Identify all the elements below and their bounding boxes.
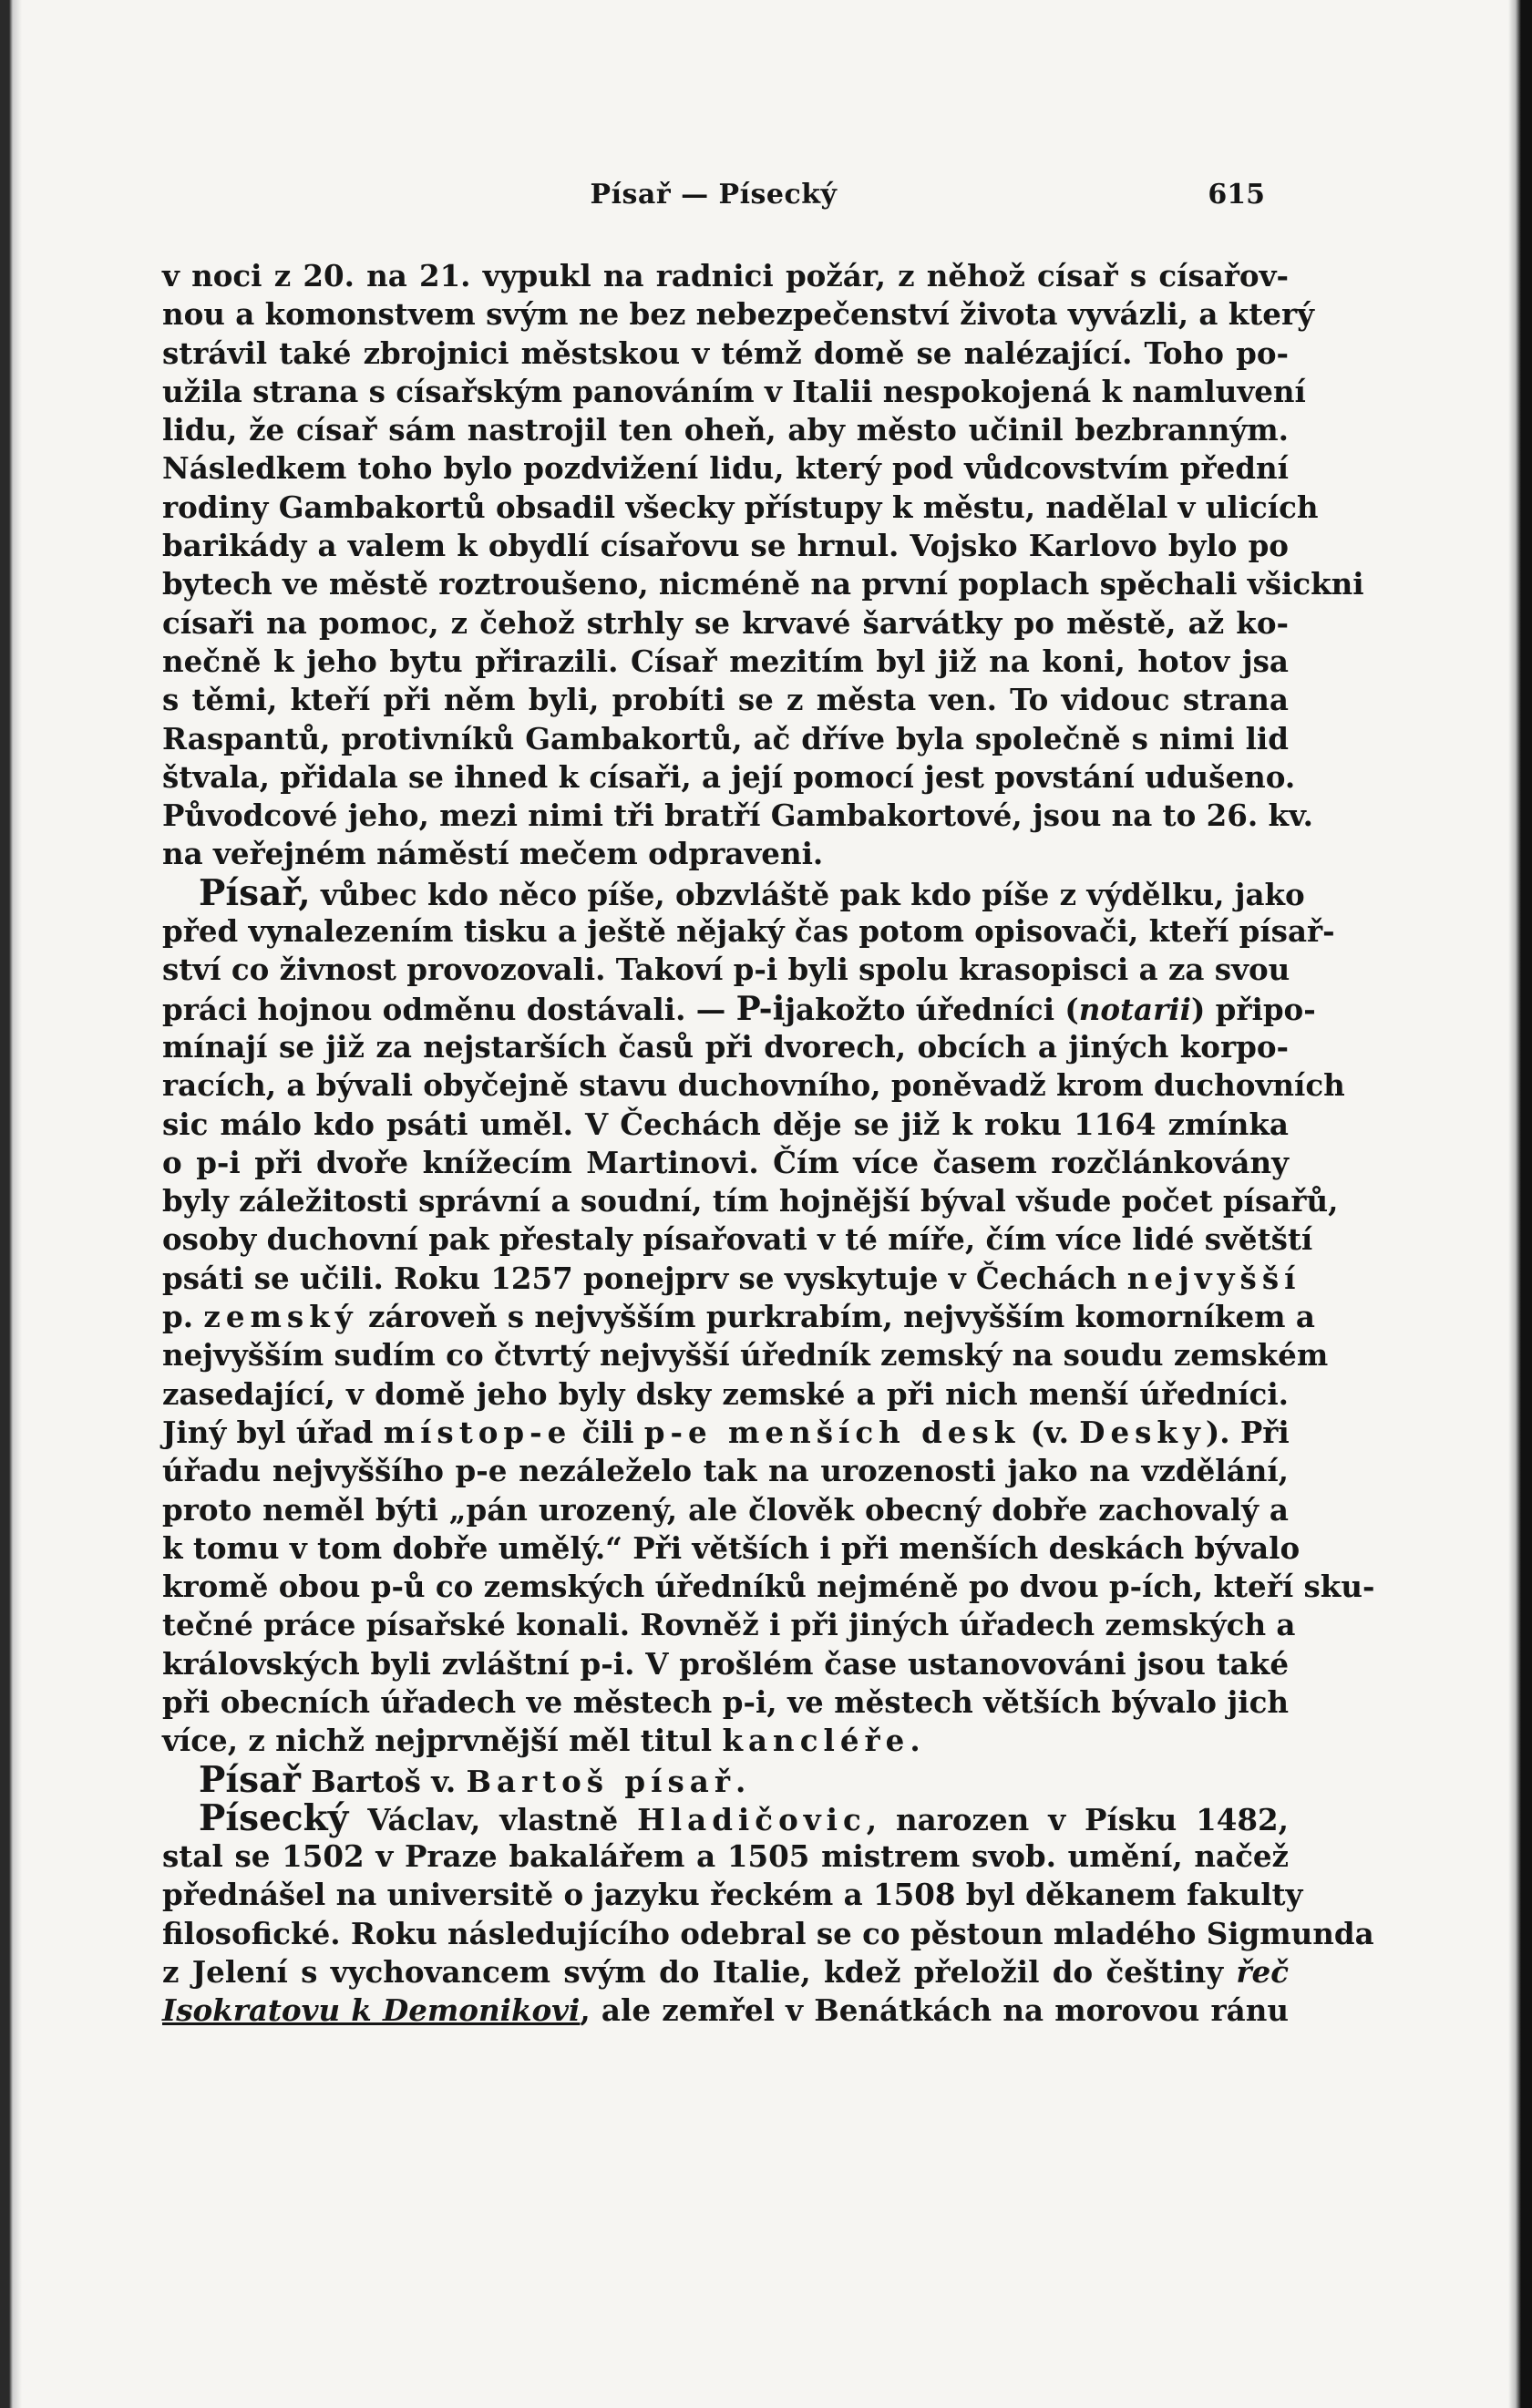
text-span: Jiný byl úřad [162, 1414, 374, 1450]
italic-term: notarii [1078, 991, 1191, 1027]
running-head: Písař — Písecký [590, 179, 838, 211]
text-line: královských byli zvláštní p-i. V prošlém čase ustanovováni jsou také [162, 1645, 1289, 1682]
entry-headword: Písař, [199, 871, 311, 914]
text-line: s těmi, kteří při něm byli, probíti se z města ven. To vidouc strana [162, 682, 1289, 718]
text-line: stal se 1502 v Praze bakalářem a 1505 mistrem svob. umění, načež [162, 1838, 1289, 1875]
entry-headword: Písecký [199, 1796, 349, 1839]
main-text [162, 257, 1375, 2031]
text-line: štvala, přidala se ihned k císaři, a její pomocí jest povstání udušeno. [162, 758, 1296, 795]
text-span: ). Při [1205, 1414, 1290, 1450]
text-line: barikády a valem k obydlí císařovu se hrnul. Vojsko Karlovo bylo po [162, 528, 1289, 564]
spaced-term: nejvyšší [1126, 1260, 1301, 1296]
text-line: byly záležitosti správní a soudní, tím hojnější býval všude počet písařů, [162, 1183, 1339, 1219]
text-span: Václav, vlastně [367, 1801, 619, 1837]
text-line [162, 1414, 1289, 1452]
text-line: k tomu v tom dobře umělý.“ Při větších i při menších deskách bývalo [162, 1529, 1301, 1566]
text-span: z Jelení s vychovancem svým do Italie, kdež přeložil do češtiny [162, 1954, 1224, 1991]
text-line: o p-i při dvoře knížecím Martinovi. Čím více časem rozčlánkovány [162, 1144, 1289, 1180]
page-header [162, 179, 1265, 215]
abbr-span: P-i [735, 989, 786, 1028]
text-span: Bartoš v. [311, 1763, 457, 1799]
text-line: Následkem toho bylo pozdvižení lidu, který pod vůdcovstvím přední [162, 450, 1289, 487]
text-line: racích, a bývali obyčejně stavu duchovního, poněvadž krom duchovních [162, 1067, 1345, 1104]
text-line: při obecních úřadech ve městech p-i, ve městech větších bývalo jich [162, 1683, 1289, 1720]
spaced-term: Desky [1079, 1414, 1206, 1450]
text-span: jakožto úředníci ( [785, 991, 1079, 1027]
text-span: ) připo- [1190, 991, 1316, 1027]
page-edge-left [0, 0, 22, 2408]
text-line: mínají se již za nejstarších časů při dvorech, obcích a jiných korpo- [162, 1028, 1289, 1065]
text-line: rodiny Gambakortů obsadil všecky přístupy k městu, nadělal v ulicích [162, 489, 1319, 525]
text-line: nou a komonstvem svým ne bez nebezpečenství života vyvázli, a který [162, 296, 1314, 333]
text-line: strávil také zbrojnici městskou v témž domě se nalézající. Toho po- [162, 334, 1289, 371]
text-span: , narozen v Písku 1482, [866, 1801, 1289, 1837]
text-line: úřadu nejvyššího p-e nezáleželo tak na urozenosti jako na vzdělání, [162, 1453, 1289, 1489]
text-line: lidu, že císař sám nastrojil ten oheň, aby město učinil bezbranným. [162, 412, 1289, 448]
text-line: bytech ve městě roztroušeno, nicméně na první poplach spěchali všickni [162, 566, 1364, 602]
text-line: císaři na pomoc, z čehož strhly se krvavé šarvátky po městě, až ko- [162, 604, 1289, 641]
page-number: 615 [1208, 179, 1265, 211]
text-line [162, 1953, 1289, 1991]
text-line: přednášel na universitě o jazyku řeckém a 1508 byl děkanem fakulty [162, 1877, 1303, 1913]
entry-text: vůbec kdo něco píše, obzvláště pak kdo píše z výdělku, jako [320, 876, 1305, 912]
entry-pisecky-first-line [162, 1796, 1289, 1839]
text-span: (v. [1030, 1414, 1069, 1450]
text-span: zároveň s nejvyšším purkrabím, nejvyšším komorníkem a [367, 1299, 1315, 1335]
entry-headword: Písař [199, 1758, 301, 1801]
text-line [162, 1298, 1315, 1336]
italic-title: Isokratovu k Demonikovi [162, 1992, 581, 2029]
text-line: užila strana s císařským panováním v Italii nespokojená k namluvení [162, 373, 1306, 409]
spaced-term: kancléře [722, 1723, 910, 1759]
entry-pisar-bartos [162, 1758, 1289, 1801]
text-line: filosofické. Roku následujícího odebral se co pěstoun mladého Sigmunda [162, 1915, 1374, 1951]
text-span: více, z nichž nejprvnější měl titul [162, 1723, 713, 1759]
text-line: sic málo kdo psáti uměl. V Čechách děje se již k roku 1164 zmínka [162, 1106, 1289, 1142]
text-span: psáti se učili. Roku 1257 ponejprv se vyskytuje v Čechách [162, 1260, 1117, 1296]
text-line: zasedající, v domě jeho byly dsky zemské a při nich menší úředníci. [162, 1375, 1289, 1412]
text-line [162, 1722, 1289, 1760]
spaced-term: místop-e [383, 1414, 572, 1450]
entry-pisar-first-line [162, 871, 1305, 914]
text-line: Raspantů, protivníků Gambakortů, ač dříve byla společně s nimi lid [162, 720, 1289, 756]
text-line [162, 1991, 1289, 2030]
spaced-term: Hladičovic [637, 1801, 867, 1837]
spaced-term: p-e menších desk [643, 1414, 1021, 1450]
text-line: před vynalezením tisku a ještě nějaký čas potom opisovači, kteří písař- [162, 913, 1335, 950]
text-line [162, 989, 1316, 1028]
text-span: práci hojnou odměnu dostávali. — [162, 991, 726, 1027]
text-line: nečně k jeho bytu přirazili. Císař mezitím byl již na koni, hotov jsa [162, 643, 1289, 679]
text-line: nejvyšším sudím co čtvrtý nejvyšší úředník zemský na soudu zemském [162, 1337, 1329, 1374]
text-span: . [735, 1763, 746, 1799]
text-span: čili [581, 1414, 634, 1450]
text-line: na veřejném náměstí mečem odpraveni. [162, 836, 824, 872]
text-span: , ale zemřel v Benátkách na morovou ránu [580, 1992, 1289, 2029]
text-line: ství co živnost provozovali. Takoví p-i byli spolu krasopisci a za svou [162, 952, 1290, 988]
page-edge-right [1508, 0, 1532, 2408]
text-line: v noci z 20. na 21. vypukl na radnici požár, z něhož císař s císařov- [162, 258, 1289, 293]
spaced-term: zemský [203, 1299, 358, 1335]
text-span: . [910, 1723, 920, 1759]
text-span: p. [162, 1299, 194, 1335]
text-line: kromě obou p-ů co zemských úředníků nejméně po dvou p-ích, kteří sku- [162, 1569, 1375, 1605]
text-line: tečné práce písařské konali. Rovněž i při jiných úřadech zemských a [162, 1607, 1296, 1643]
text-line: osoby duchovní pak přestaly písařovati v té míře, čím více lidé světští [162, 1221, 1313, 1258]
text-line: Původcové jeho, mezi nimi tři bratří Gambakortové, jsou na to 26. kv. [162, 798, 1313, 834]
text-line [162, 1260, 1301, 1298]
spaced-term: Bartoš písař [466, 1763, 735, 1799]
text-line: proto neměl býti „pán urozený, ale člověk obecný dobře zachovalý a [162, 1491, 1289, 1528]
italic-term: řeč [1236, 1954, 1289, 1991]
